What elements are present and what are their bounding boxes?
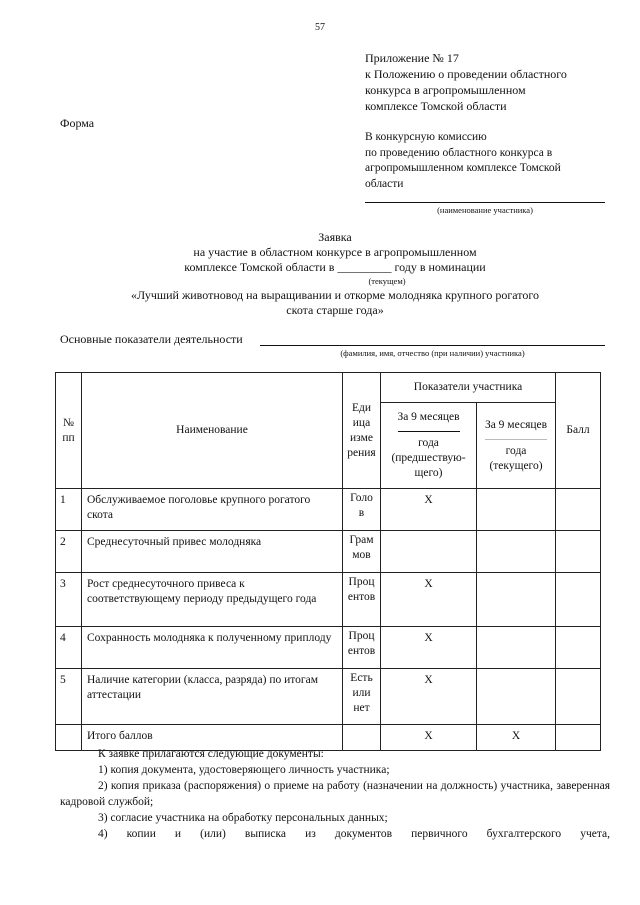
header-unit-line: изме	[350, 431, 373, 444]
year-blank[interactable]: _________	[337, 260, 392, 274]
row-unit	[343, 573, 381, 627]
addressee-line: по проведению областного конкурса в	[365, 146, 553, 159]
participant-name-line[interactable]	[365, 202, 605, 203]
row-unit	[343, 669, 381, 725]
addressee-block	[365, 130, 620, 192]
appendix-line: конкурса в агропромышленном	[365, 83, 526, 97]
row-score[interactable]	[556, 669, 601, 725]
header-cur-line: (текущего)	[489, 459, 543, 472]
row-unit	[343, 627, 381, 669]
header-cur-line: года	[505, 444, 527, 457]
header-prev-year-blank	[398, 431, 460, 432]
row-prev-value[interactable]: X	[381, 573, 477, 627]
row-num: 3	[56, 573, 82, 627]
addressee-line: области	[365, 177, 404, 190]
row-cur-value[interactable]: X	[477, 725, 556, 751]
application-title	[60, 230, 610, 275]
appendix-line: комплексе Томской области	[365, 99, 507, 113]
addressee-line: В конкурсную комиссию	[365, 131, 487, 143]
row-cur-value[interactable]	[477, 531, 556, 573]
table-row	[56, 627, 601, 669]
row-cur-value[interactable]	[477, 669, 556, 725]
header-cur-year-blank	[485, 439, 547, 440]
row-score[interactable]	[556, 573, 601, 627]
header-prev-top: За 9 месяцев	[397, 411, 460, 423]
table-row	[56, 531, 601, 573]
attachment-item: 2) копия приказа (распоряжения) о приеме на работу (назначении на должность) участника, заверенная кадровой службой;	[60, 780, 610, 808]
indicators-label: Основные показатели деятельности	[60, 332, 243, 346]
row-name: Обслуживаемое поголовье крупного рогатого скота	[82, 489, 343, 531]
header-prev-period	[381, 403, 477, 489]
row-prev-value[interactable]: X	[381, 627, 477, 669]
row-unit-line: Голо	[350, 492, 373, 504]
attachment-item: 4) копии и (или) выписка из документов первичного бухгалтерского учета,	[98, 828, 610, 840]
row-name: Рост среднесуточного привеса к соответствующему периоду предыдущего года	[82, 573, 343, 627]
header-cur-period	[477, 403, 556, 489]
row-num: 1	[56, 489, 82, 531]
form-label: Форма	[60, 116, 95, 130]
row-num: 2	[56, 531, 82, 573]
row-unit-line: мов	[352, 549, 371, 561]
row-score[interactable]	[556, 531, 601, 573]
row-cur-value[interactable]	[477, 489, 556, 531]
attachment-item: 1) копия документа, удостоверяющего личность участника;	[98, 764, 390, 776]
row-unit-line: Грам	[349, 534, 374, 546]
row-score[interactable]	[556, 627, 601, 669]
nomination-line: скота старше года»	[286, 303, 384, 317]
header-name: Наименование	[82, 373, 343, 489]
table-row	[56, 573, 601, 627]
header-num-pp: пп	[62, 431, 75, 444]
header-unit	[343, 373, 381, 489]
appendix-block	[365, 50, 625, 114]
header-prev-line: года	[418, 437, 439, 449]
header-prev-line: щего)	[414, 467, 443, 479]
row-prev-value[interactable]	[381, 531, 477, 573]
title-line	[60, 260, 610, 275]
nomination-line: «Лучший животновод на выращивании и откорме молодняка крупного рогатого	[130, 288, 540, 302]
header-score: Балл	[556, 373, 601, 489]
header-cur-top: За 9 месяцев	[484, 418, 548, 431]
row-unit-line: Есть	[350, 672, 373, 684]
row-prev-value[interactable]: X	[381, 669, 477, 725]
row-name: Итого баллов	[82, 725, 343, 751]
row-name: Среднесуточный привес молодняка	[82, 531, 343, 573]
participant-fullname-caption: (фамилия, имя, отчество (при наличии) участника)	[340, 348, 525, 358]
row-unit-line: Проц	[348, 576, 375, 588]
row-name: Наличие категории (класса, разряда) по итогам аттестации	[82, 669, 343, 725]
nomination	[60, 288, 610, 318]
row-score[interactable]	[556, 489, 601, 531]
row-num: 4	[56, 627, 82, 669]
page-number: 57	[315, 22, 325, 33]
title-year-after: году в номинации	[394, 260, 486, 274]
row-prev-value[interactable]: X	[381, 725, 477, 751]
table-row	[56, 669, 601, 725]
header-unit-line: рения	[347, 446, 376, 459]
addressee-line: агропромышленном комплексе Томской	[365, 162, 561, 174]
appendix-title: Приложение № 17	[365, 51, 459, 65]
header-prev-line: (предшествую-	[391, 452, 466, 464]
row-unit-line: в	[358, 507, 365, 519]
header-num-sign: №	[63, 416, 74, 429]
header-participant-indicators: Показатели участника	[381, 373, 556, 403]
title-year-text: комплексе Томской области в	[184, 260, 335, 274]
appendix-line: к Положению о проведении областного	[365, 67, 567, 81]
row-unit-line: или	[352, 687, 371, 699]
row-unit	[343, 489, 381, 531]
table-row	[56, 489, 601, 531]
attachment-item: 3) согласие участника на обработку персональных данных;	[98, 812, 388, 824]
row-unit	[343, 531, 381, 573]
row-name: Сохранность молодняка к полученному приплоду	[82, 627, 343, 669]
row-unit-line: Проц	[348, 630, 375, 642]
row-cur-value[interactable]	[477, 627, 556, 669]
header-unit-line: ица	[352, 416, 371, 429]
indicators-table	[55, 372, 601, 751]
row-prev-value[interactable]: X	[381, 489, 477, 531]
row-num: 5	[56, 669, 82, 725]
row-cur-value[interactable]	[477, 573, 556, 627]
year-caption: (текущем)	[368, 276, 406, 286]
row-unit-line: ентов	[347, 591, 376, 603]
header-unit-line: Еди	[351, 401, 372, 414]
row-unit-line: нет	[353, 702, 370, 714]
participant-fullname-line[interactable]	[260, 345, 605, 346]
header-num	[56, 373, 82, 489]
participant-name-caption: (наименование участника)	[437, 205, 533, 215]
title-line: на участие в областном конкурсе в агропромышленном	[193, 245, 477, 259]
row-unit-line: ентов	[347, 645, 376, 657]
attachments-intro: К заявке прилагаются следующие документы:	[98, 748, 324, 760]
title-heading: Заявка	[318, 230, 352, 244]
